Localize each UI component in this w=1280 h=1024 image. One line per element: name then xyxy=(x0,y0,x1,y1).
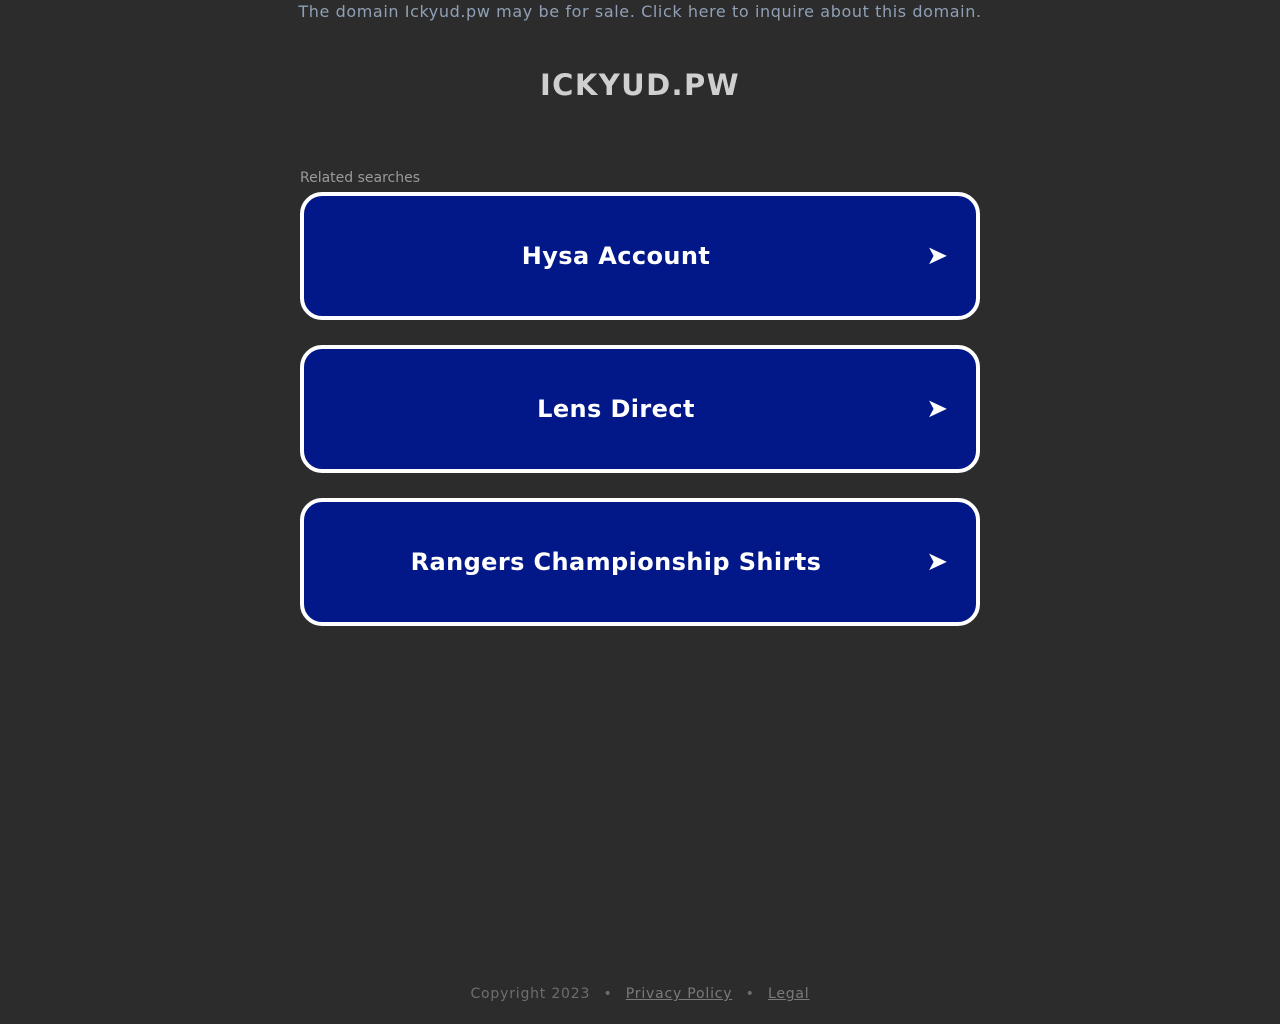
arrow-right-icon: ➤ xyxy=(926,547,948,577)
footer xyxy=(0,986,1280,1002)
arrow-right-icon: ➤ xyxy=(926,394,948,424)
copyright-text: Copyright 2023 xyxy=(470,986,591,1002)
arrow-right-icon: ➤ xyxy=(926,241,948,271)
related-search-item[interactable] xyxy=(300,345,980,473)
related-search-label: Rangers Championship Shirts xyxy=(410,548,822,576)
domain-title: ICKYUD.PW xyxy=(539,68,741,102)
related-search-label: Lens Direct xyxy=(537,395,695,423)
footer-separator: • xyxy=(603,986,613,1002)
legal-link[interactable]: Legal xyxy=(767,986,810,1002)
related-search-item[interactable] xyxy=(300,192,980,320)
privacy-policy-link[interactable]: Privacy Policy xyxy=(625,986,733,1002)
related-searches-list xyxy=(300,192,980,651)
related-search-label: Hysa Account xyxy=(521,242,711,270)
domain-sale-banner-link[interactable]: The domain Ickyud.pw may be for sale. Click here to inquire about this domain. xyxy=(298,2,982,21)
related-search-item[interactable] xyxy=(300,498,980,626)
related-searches-label: Related searches xyxy=(300,170,421,186)
footer-separator: • xyxy=(745,986,755,1002)
